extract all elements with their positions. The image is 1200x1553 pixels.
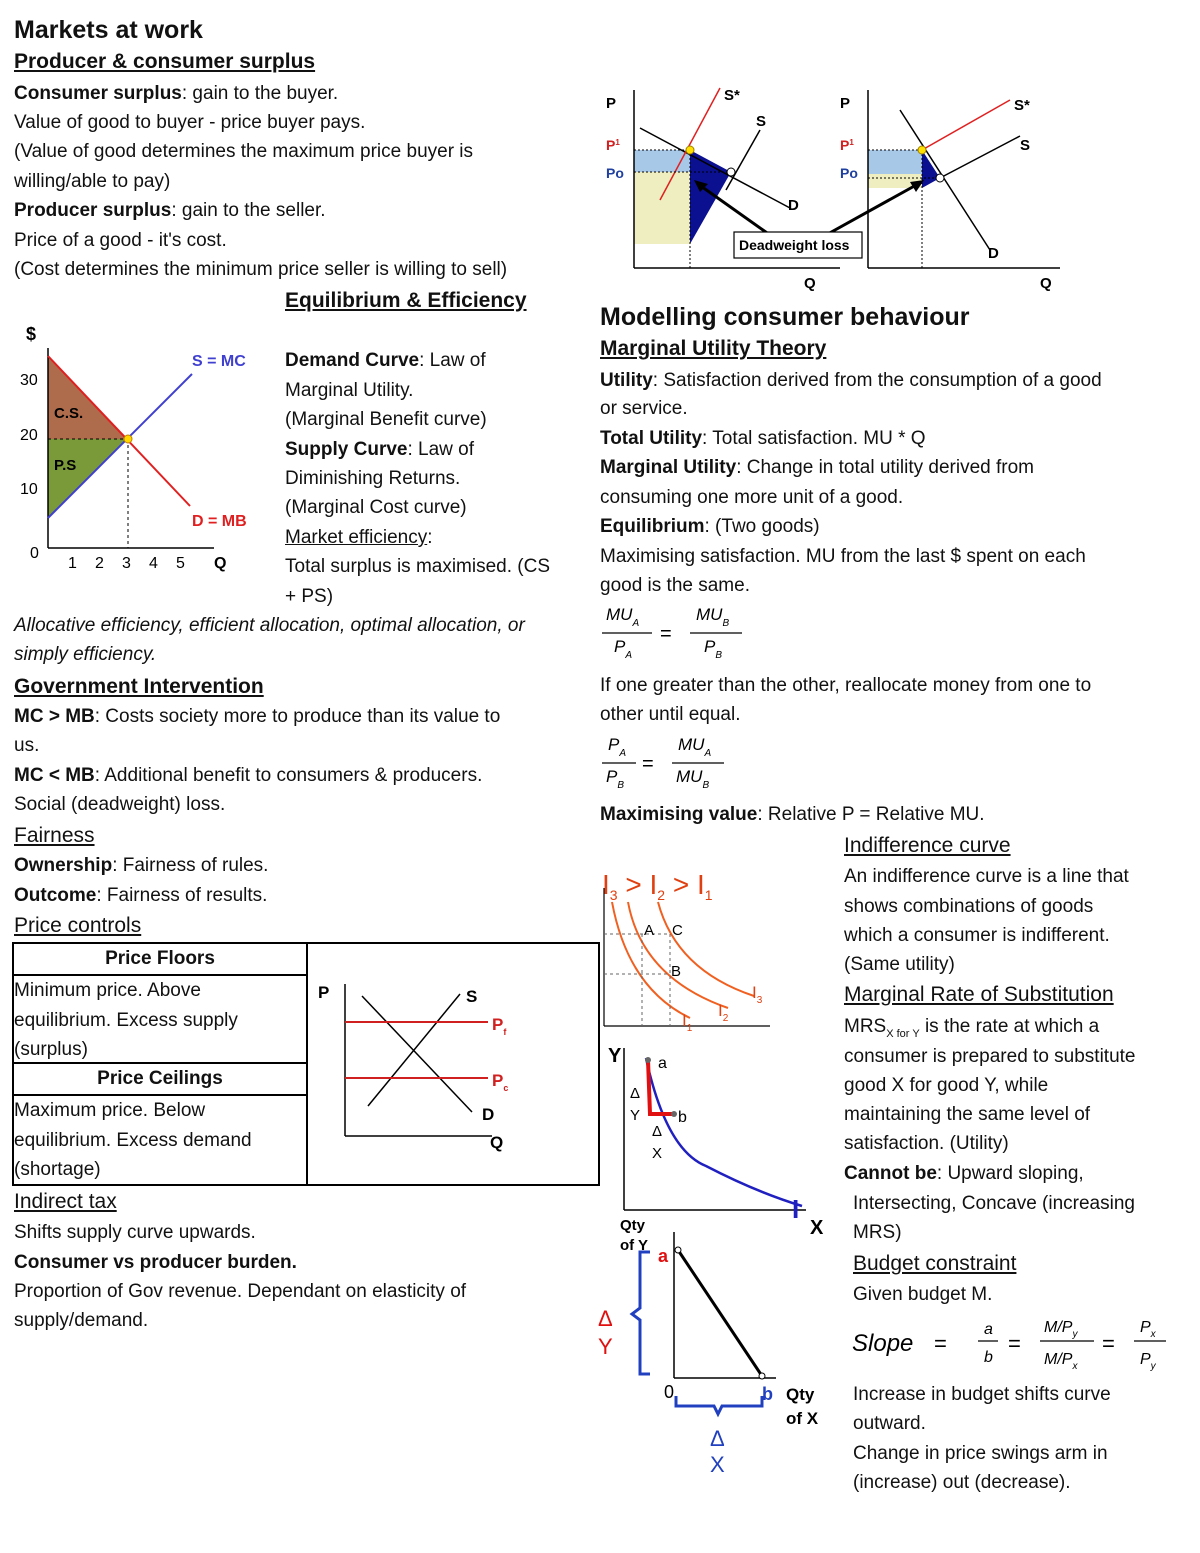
outcome-line — [14, 881, 267, 911]
gov-heading: Government Intervention — [14, 675, 264, 698]
svg-text:PB: $P_B$ — [606, 767, 625, 791]
bc-delta-y-symbol: Δ — [598, 1306, 613, 1331]
utility-line — [600, 366, 1102, 396]
cannot-be-line-2: Intersecting, Concave (increasing — [853, 1193, 1135, 1214]
total-surplus-line-1: Total surplus is maximised. (CS — [285, 556, 551, 577]
mrs-point-a: a — [658, 1055, 667, 1072]
allocative-line-2: simply efficiency. — [14, 644, 157, 665]
mc-lt-mb-def: : Additional benefit to consumers & producers. — [94, 765, 483, 786]
mrs-heading: Marginal Rate of Substitution — [844, 983, 1114, 1006]
svg-text:MUA: $MU_A$ — [678, 735, 712, 759]
bc-qty-label: Qty — [786, 1385, 815, 1404]
pc-p-label: P — [318, 983, 330, 1002]
bc-point-b: b — [762, 1384, 773, 1404]
maximising-line-2: good is the same. — [600, 575, 750, 596]
ownership-term: Ownership — [14, 855, 113, 876]
demand-line-2: Marginal Utility. — [285, 380, 414, 401]
cs-def: : gain to the buyer. — [181, 83, 339, 104]
reallocate-line-1: If one greater than the other, reallocate money from one to — [600, 675, 1092, 696]
y-tick: 30 — [20, 372, 38, 389]
price-floors-line-2: equilibrium. Excess supply — [14, 1009, 238, 1031]
bc-origin: 0 — [664, 1382, 675, 1402]
svg-text:=: = — [642, 753, 654, 775]
marginal-utility-term: Marginal Utility — [600, 457, 737, 478]
total-utility-term: Total Utility — [600, 428, 703, 449]
price-floors-header: Price Floors — [14, 944, 308, 976]
cs-line-2: (Value of good determines the maximum price buyer is — [14, 141, 474, 162]
shift-line: Shifts supply curve upwards. — [14, 1222, 256, 1243]
total-surplus-line-2: + PS) — [285, 586, 334, 607]
social-loss: Social (deadweight) loss. — [14, 794, 226, 815]
demand-curve-def: : Law of — [419, 350, 486, 371]
cs-line-1: Value of good to buyer - price buyer pays. — [14, 112, 366, 133]
ic-point-a: A — [644, 922, 655, 939]
indifference-heading: Indifference curve — [844, 834, 1011, 857]
mrs-point-b: b — [678, 1109, 687, 1126]
dwl-s-label-2: S — [1020, 137, 1031, 154]
equilibrium-term: Equilibrium — [600, 516, 705, 537]
reallocate-line-2: other until equal. — [600, 704, 741, 725]
demand-label: D = MB — [192, 513, 247, 530]
dwl-p1-label-2: $P^1$ — [840, 137, 854, 153]
x-title: Q — [214, 555, 227, 572]
price-floors-cell — [14, 976, 308, 1064]
utility-term: Utility — [600, 370, 653, 391]
x-tick: 5 — [176, 555, 185, 572]
ic-title: $I_3 > I_2 > I_1$ — [602, 869, 713, 903]
indirect-tax-heading: Indirect tax — [14, 1190, 117, 1213]
ic-label-1: $I_1$ — [682, 1011, 693, 1034]
mrs-chart — [606, 1040, 836, 1255]
max-value-def: : Relative P = Relative MU. — [757, 804, 985, 825]
dwl-sstar-label-2: S* — [1014, 97, 1030, 114]
svg-text:b: b — [984, 1349, 993, 1366]
mrs-line-5: satisfaction. (Utility) — [844, 1133, 1009, 1154]
bc-delta-x-letter: X — [710, 1452, 725, 1477]
price-ceilings-cell — [14, 1096, 308, 1184]
mrs-x-small: X — [652, 1145, 663, 1162]
bc-delta-y-brace — [632, 1252, 650, 1374]
ic-curve-3 — [658, 902, 754, 996]
ps-term: Producer surplus — [14, 200, 172, 221]
mc-gt-mb-def: : Costs society more to produce than its value to — [94, 706, 501, 727]
svg-text:Px: $P_x$ — [1140, 1319, 1156, 1340]
deadweight-loss-label: Deadweight loss — [739, 237, 850, 253]
market-efficiency-term: Market efficiency — [285, 527, 428, 548]
mc-gt-mb-line-2: us. — [14, 735, 40, 756]
maximising-line-1: Maximising satisfaction. MU from the last $ spent on each — [600, 546, 1086, 567]
ic-label-3: $I_3$ — [752, 983, 763, 1006]
ps-label: P.S — [54, 457, 77, 474]
mc-lt-mb-term: MC < MB — [14, 765, 95, 786]
x-tick: 2 — [95, 555, 104, 572]
supply-curve-term: Supply Curve — [285, 439, 408, 460]
ic-point-b: B — [671, 963, 682, 980]
utility-line-2: or service. — [600, 398, 688, 419]
dwl-po-label: Po — [606, 165, 624, 181]
svg-text:Py: $P_y$ — [1140, 1351, 1156, 1372]
price-ceilings-line-1: Maximum price. Below — [14, 1100, 206, 1121]
x-tick: 4 — [149, 555, 158, 572]
equilibrium-line — [600, 512, 820, 542]
svg-text:MUA: $MU_A$ — [606, 605, 640, 629]
cs-label: C.S. — [54, 405, 84, 422]
price-control-chart — [310, 944, 598, 1184]
mrs-line-2: consumer is prepared to substitute — [844, 1046, 1136, 1067]
svg-text:PA: $P_A$ — [608, 735, 627, 759]
supply-label: S = MC — [192, 353, 246, 370]
ic-label-2: $I_2$ — [718, 1001, 729, 1024]
svg-text:M/Px: $M/P_x$ — [1044, 1351, 1078, 1372]
allocative-line-1: Allocative efficiency, efficient allocation, optimal allocation, or — [14, 615, 525, 636]
mrs-abbr: MRS — [844, 1016, 887, 1037]
cannot-be-line-3: MRS) — [853, 1222, 902, 1243]
surplus-heading: Producer & consumer surplus — [14, 50, 316, 73]
dwl-p1-label: $P^1$ — [606, 137, 620, 153]
mrs-curve-label: I — [792, 1194, 800, 1224]
equilibrium-def: : (Two goods) — [704, 516, 820, 537]
equilibrium-point — [124, 435, 132, 443]
dwl-p-label: P — [606, 95, 617, 112]
demand-curve-term: Demand Curve — [285, 350, 420, 371]
supply-curve-def: : Law of — [407, 439, 475, 460]
demand-curve-line — [285, 346, 486, 376]
supply-curve-line — [285, 435, 474, 465]
dwl-d-label-2: D — [988, 245, 999, 262]
svg-text:=: = — [1008, 1331, 1021, 1356]
equilibrium-heading: Equilibrium & Efficiency — [285, 289, 527, 312]
svg-text:M/Py: $M/P_y$ — [1044, 1319, 1078, 1340]
mrs-y-label: Y — [608, 1045, 622, 1067]
dwl-po-label-2: Po — [840, 165, 858, 181]
marginal-utility-line-2: consuming one more unit of a good. — [600, 487, 904, 508]
budget-line — [678, 1250, 762, 1376]
svg-text:PA: $P_A$ — [614, 637, 633, 661]
indifference-line-4: (Same utility) — [844, 954, 955, 975]
mc-lt-mb-line — [14, 761, 482, 791]
mu-theory-heading: Marginal Utility Theory — [600, 337, 827, 360]
bc-delta-x-symbol: Δ — [710, 1426, 725, 1451]
marginal-utility-line — [600, 453, 1034, 483]
formula-relative-price — [600, 730, 740, 800]
marginal-utility-def: : Change in total utility derived from — [736, 457, 1034, 478]
svg-text:=: = — [660, 623, 672, 645]
budget-price-line-1: Change in price swings arm in — [853, 1443, 1108, 1464]
bc-delta-y-letter: Y — [598, 1334, 613, 1359]
pc-supply-line — [368, 994, 460, 1106]
budget-increase-line-2: outward. — [853, 1413, 926, 1434]
supply-line-2: Diminishing Returns. — [285, 468, 461, 489]
mrs-def: is the rate at which a — [919, 1016, 1100, 1037]
mrs-y-small: Y — [630, 1107, 641, 1124]
budget-price-line-2: (increase) out (decrease). — [853, 1472, 1071, 1493]
x-tick: 3 — [122, 555, 131, 572]
pc-q-label: Q — [490, 1133, 504, 1152]
ic-curve-2 — [628, 902, 728, 1008]
max-value-line — [600, 800, 985, 830]
cannot-be-def: : Upward sloping, — [936, 1163, 1084, 1184]
bc-point-a: a — [658, 1246, 669, 1266]
mrs-delta-x: Δ — [652, 1123, 663, 1140]
bc-of-x-label: of X — [786, 1409, 819, 1428]
cannot-be-term: Cannot be — [844, 1163, 937, 1184]
cs-line-3: willing/able to pay) — [14, 171, 171, 192]
mc-gt-mb-term: MC > MB — [14, 706, 95, 727]
mrs-delta-y: Δ — [630, 1085, 641, 1102]
proportion-line-1: Proportion of Gov revenue. Dependant on elasticity of — [14, 1281, 467, 1302]
market-efficiency-line — [285, 523, 432, 553]
indifference-line-1: An indifference curve is a line that — [844, 866, 1129, 887]
outcome-def: : Fairness of results. — [96, 885, 268, 906]
ic-point-c: C — [672, 922, 683, 939]
cs-line — [14, 79, 338, 109]
y-tick: 0 — [30, 545, 39, 562]
dwl-s-label: S — [756, 113, 767, 130]
budget-heading: Budget constraint — [853, 1252, 1017, 1275]
slope-formula — [850, 1310, 1180, 1380]
price-ceilings-line-2: equilibrium. Excess demand — [14, 1129, 252, 1151]
pc-label: $P_c$ — [492, 1071, 509, 1093]
dwl-sstar-label: S* — [724, 87, 740, 104]
fairness-heading: Fairness — [14, 824, 95, 847]
pc-s-label: S — [466, 987, 478, 1006]
svg-text:a: a — [984, 1321, 993, 1338]
svg-text:=: = — [934, 1331, 947, 1356]
surplus-chart-y-title: $ — [26, 324, 37, 344]
indifference-line-2: shows combinations of goods — [844, 896, 1094, 917]
pf-label: $P_f$ — [492, 1015, 507, 1037]
mrs-line-4: maintaining the same level of — [844, 1104, 1091, 1125]
dwl-q-label-2: Q — [1040, 275, 1052, 292]
mc-gt-mb-line — [14, 702, 500, 732]
ps-def: : gain to the seller. — [171, 200, 326, 221]
max-value-term: Maximising value — [600, 804, 758, 825]
dwl-p-label-2: P — [840, 95, 851, 112]
proportion-line-2: supply/demand. — [14, 1310, 149, 1331]
utility-def: : Satisfaction derived from the consumption of a good — [652, 370, 1102, 391]
bc-delta-x-brace — [676, 1396, 762, 1414]
svg-text:MUB: $MU_B$ — [676, 767, 710, 791]
demand-line-3: (Marginal Benefit curve) — [285, 409, 487, 430]
pc-demand-line — [362, 996, 472, 1112]
mrs-subscript: X for Y — [886, 1027, 920, 1040]
page-title: Markets at work — [14, 16, 203, 44]
y-tick: 10 — [20, 481, 38, 498]
ic-curve-1 — [612, 902, 690, 1018]
y-tick: 20 — [20, 427, 38, 444]
mrs-line-3: good X for good Y, while — [844, 1075, 1049, 1096]
burden-line: Consumer vs producer burden. — [14, 1252, 297, 1273]
price-ceilings-header: Price Ceilings — [14, 1064, 308, 1096]
slope-word: Slope — [852, 1330, 914, 1357]
deadweight-loss-chart — [600, 80, 1070, 295]
pc-d-label: D — [482, 1105, 495, 1124]
mrs-indifference-curve — [646, 1058, 802, 1206]
budget-increase-line-1: Increase in budget shifts curve — [853, 1384, 1111, 1405]
price-floors-line-1: Minimum price. Above — [14, 980, 201, 1001]
supply-line-3: (Marginal Cost curve) — [285, 497, 467, 518]
ps-line-1: Price of a good - it's cost. — [14, 230, 227, 251]
total-utility-def: : Total satisfaction. MU * Q — [702, 428, 926, 449]
ownership-line — [14, 851, 268, 881]
mrs-qty-label: Qty — [620, 1217, 646, 1234]
price-controls-heading: Price controls — [14, 914, 142, 937]
market-efficiency-colon: : — [427, 527, 433, 548]
budget-line-1: Given budget M. — [853, 1284, 993, 1305]
mrs-of-y-label: of Y — [620, 1237, 649, 1254]
formula-mu-equal — [600, 600, 750, 670]
svg-text:MUB: $MU_B$ — [696, 605, 730, 629]
indifference-line-3: which a consumer is indifferent. — [844, 925, 1110, 946]
dwl-d-label: D — [788, 197, 799, 214]
x-tick: 1 — [68, 555, 77, 572]
mrs-x-label: X — [810, 1217, 824, 1239]
svg-text:=: = — [1102, 1331, 1115, 1356]
cannot-be-line — [844, 1159, 1084, 1189]
cs-term: Consumer surplus — [14, 83, 182, 104]
price-floors-line-3: (surplus) — [14, 1039, 88, 1060]
svg-text:PB: $P_B$ — [704, 637, 723, 661]
ps-line — [14, 196, 326, 226]
consumer-heading: Modelling consumer behaviour — [600, 303, 970, 331]
ownership-def: : Fairness of rules. — [112, 855, 269, 876]
surplus-chart — [14, 318, 269, 578]
price-ceilings-line-3: (shortage) — [14, 1159, 101, 1180]
indifference-curves-chart — [598, 858, 778, 1038]
dwl-q-label: Q — [804, 275, 816, 292]
ps-line-2: (Cost determines the minimum price seller is willing to sell) — [14, 259, 508, 280]
price-controls-table — [12, 942, 600, 1186]
total-utility-line — [600, 424, 926, 454]
budget-constraint-chart — [590, 1228, 840, 1483]
outcome-term: Outcome — [14, 885, 97, 906]
